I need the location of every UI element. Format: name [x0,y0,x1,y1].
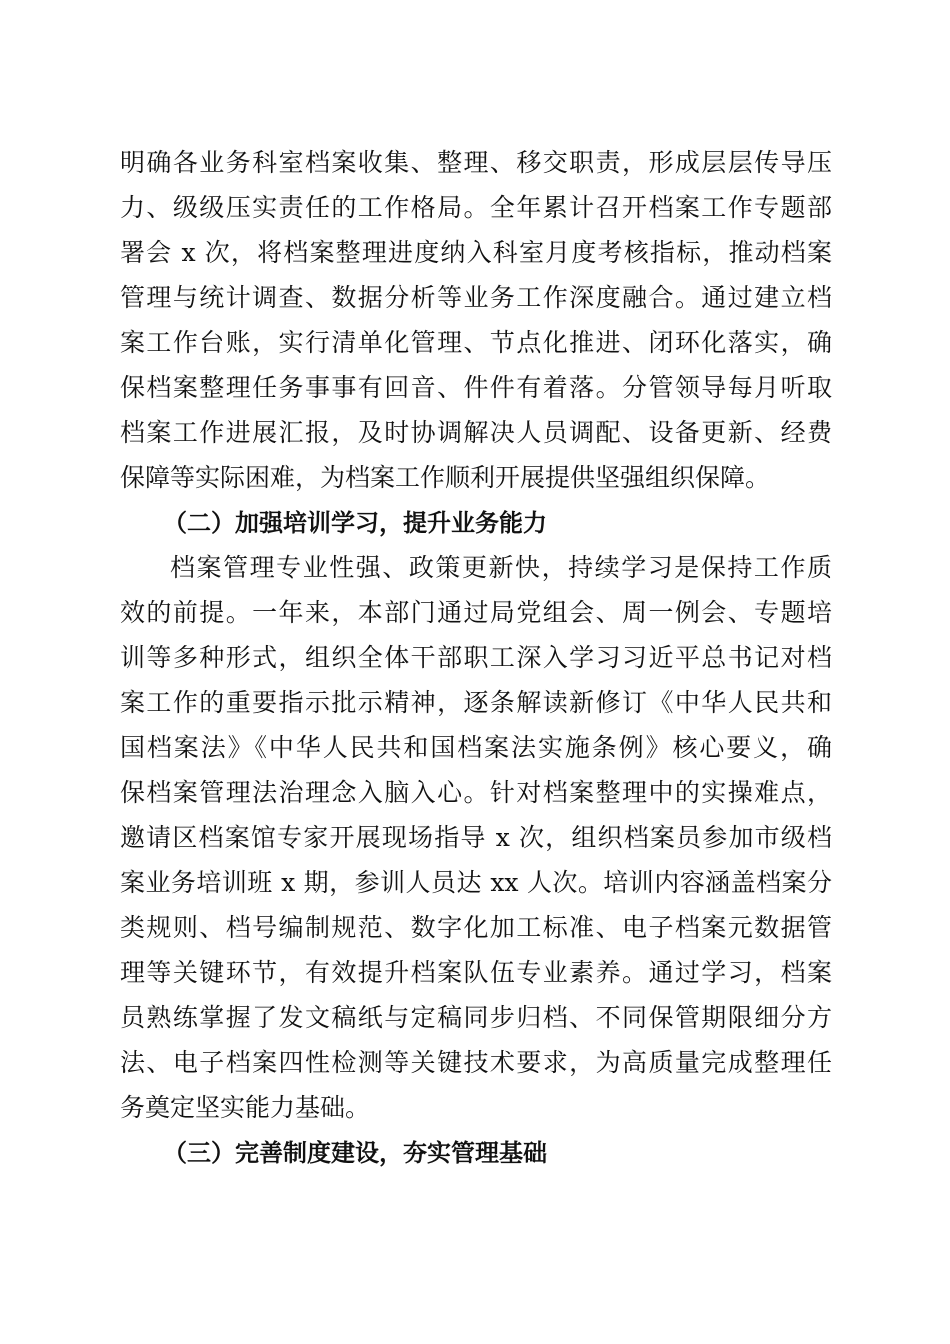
para1-line-2: 力、级级压实责任的工作格局。全年累计召开档案工作专题部 [120,193,832,222]
para1-line-7: 档案工作进展汇报，及时协调解决人员调配、设备更新、经费 [120,418,832,447]
para2-line-7: 邀请区档案馆专家开展现场指导 x 次，组织档案员参加市级档 [120,823,832,852]
para2-line-9: 类规则、档号编制规范、数字化加工标准、电子档案元数据管 [120,913,832,942]
para2-line-8: 案业务培训班 x 期，参训人员达 xx 人次。培训内容涵盖档案分 [120,868,832,897]
para1-line-3: 署会 x 次，将档案整理进度纳入科室月度考核指标，推动档案 [120,238,832,267]
para2-line-1: 档案管理专业性强、政策更新快，持续学习是保持工作质 [170,553,832,582]
para2-line-4: 案工作的重要指示批示精神，逐条解读新修订《中华人民共和 [120,688,832,717]
para2-line-12: 法、电子档案四性检测等关键技术要求，为高质量完成整理任 [120,1048,832,1077]
para2-line-3: 训等多种形式，组织全体干部职工深入学习习近平总书记对档 [120,643,832,672]
para2-line-11: 员熟练掌握了发文稿纸与定稿同步归档、不同保管期限细分方 [120,1003,832,1032]
para2-line-5: 国档案法》《中华人民共和国档案法实施条例》核心要义，确 [120,733,832,762]
para2-line-2: 效的前提。一年来，本部门通过局党组会、周一例会、专题培 [120,598,832,627]
para2-line-13: 务奠定坚实能力基础。 [120,1093,371,1122]
section-heading-3: （三）完善制度建设，夯实管理基础 [163,1139,547,1167]
para1-line-4: 管理与统计调查、数据分析等业务工作深度融合。通过建立档 [120,283,832,312]
para2-line-10: 理等关键环节，有效提升档案队伍专业素养。通过学习，档案 [120,958,832,987]
section-heading-2: （二）加强培训学习，提升业务能力 [163,509,547,537]
para1-line-8: 保障等实际困难，为档案工作顺利开展提供坚强组织保障。 [120,463,771,492]
para1-line-1: 明确各业务科室档案收集、整理、移交职责，形成层层传导压 [120,148,832,177]
para2-line-6: 保档案管理法治理念入脑入心。针对档案整理中的实操难点， [120,778,832,807]
para1-line-6: 保档案整理任务事事有回音、件件有着落。分管领导每月听取 [120,373,832,402]
para1-line-5: 案工作台账，实行清单化管理、节点化推进、闭环化落实，确 [120,328,832,357]
